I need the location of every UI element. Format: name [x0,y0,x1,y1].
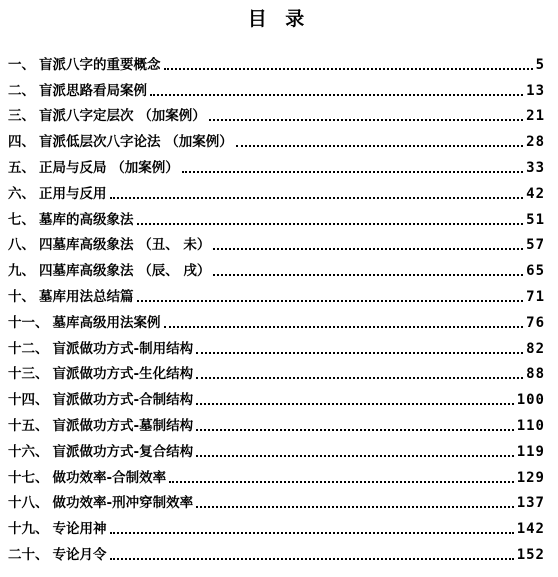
toc-entry-page: 42 [526,185,545,202]
toc-dot-leader [196,505,514,508]
toc-entry-title: 四墓库高级象法 （辰、 戌） [39,263,211,280]
toc-dot-leader [110,531,514,534]
toc-entry-number: 十九、 [8,521,49,538]
toc-entry-number: 十六、 [8,443,49,460]
toc-entry-number: 二十、 [8,546,49,563]
toc-entry-11[interactable] [8,306,545,332]
toc-entry-number: 七、 [8,211,35,228]
toc-entry-2[interactable] [8,74,545,100]
toc-entry-number: 四、 [8,134,35,151]
toc-entry-number: 十七、 [8,469,49,486]
toc-dot-leader [169,480,514,483]
toc-entry-title: 盲派做功方式-墓制结构 [52,417,194,434]
page-title: 目 录 [247,8,311,30]
toc-entry-title: 墓库高级用法案例 [52,314,161,331]
toc-entry-number: 十八、 [8,495,49,512]
toc-entry-title: 正局与反局 （加案例） [39,159,179,176]
toc-entry-page: 57 [526,237,545,254]
toc-dot-leader [196,351,523,354]
toc-entry-title: 盲派做功方式-复合结构 [52,443,194,460]
toc-entry-number: 八、 [8,237,35,254]
toc-entry-14[interactable] [8,383,545,409]
toc-entry-page: 142 [516,521,545,538]
toc-entry-9[interactable] [8,254,545,280]
toc-entry-page: 65 [526,263,545,280]
toc-entry-title: 专论用神 [52,521,107,538]
toc-entry-number: 十一、 [8,314,49,331]
toc-entry-title: 墓库用法总结篇 [39,288,134,305]
toc-entry-page: 71 [526,288,545,305]
toc-dot-leader [196,376,523,379]
toc-dot-leader [137,222,524,225]
toc-entry-title: 做功效率-合制效率 [52,469,167,486]
toc-entry-title: 专论月令 [52,546,107,563]
toc-entry-title: 做功效率-刑冲穿制效率 [52,495,194,512]
toc-entry-page: 110 [516,417,545,434]
toc-entry-number: 九、 [8,263,35,280]
toc-entry-number: 十五、 [8,417,49,434]
toc-dot-leader [137,299,524,302]
toc-entry-number: 一、 [8,56,35,73]
toc-entry-number: 二、 [8,82,35,99]
toc-entry-page: 100 [516,392,545,409]
toc-entry-title: 盲派做功方式-合制结构 [52,392,194,409]
toc-dot-leader [150,93,523,96]
toc-entry-page: 51 [526,211,545,228]
toc-entry-number: 三、 [8,108,35,125]
toc-dot-leader [213,273,523,276]
toc-entry-title: 墓库的高级象法 [39,211,134,228]
toc-entry-page: 152 [516,546,545,563]
toc-entry-title: 盲派低层次八字论法 （加案例） [39,134,233,151]
toc-entry-number: 六、 [8,185,35,202]
toc-entry-number: 十三、 [8,366,49,383]
toc-dot-leader [110,196,524,199]
toc-entry-title: 盲派八字的重要概念 [39,56,161,73]
toc-entry-title: 盲派做功方式-生化结构 [52,366,194,383]
toc-entry-number: 十、 [8,288,35,305]
toc-entry-page: 119 [516,443,545,460]
toc-entry-18[interactable] [8,487,545,513]
toc-entry-page: 21 [526,108,545,125]
toc-entry-page: 82 [526,340,545,357]
toc-entry-page: 88 [526,366,545,383]
toc-dot-leader [213,247,523,250]
toc-entry-5[interactable] [8,151,545,177]
toc-dot-leader [196,428,514,431]
toc-entry-page: 28 [526,134,545,151]
toc-entry-page: 76 [526,314,545,331]
toc-entry-17[interactable] [8,461,545,487]
toc-entry-page: 13 [526,82,545,99]
toc-entry-number: 五、 [8,159,35,176]
toc-entry-1[interactable] [8,48,545,74]
toc-entry-page: 33 [526,159,545,176]
toc-entry-15[interactable] [8,409,545,435]
toc-dot-leader [236,144,523,147]
toc-entry-title: 盲派做功方式-制用结构 [52,340,194,357]
toc-entry-page: 129 [516,469,545,486]
toc-entry-16[interactable] [8,435,545,461]
toc-dot-leader [182,170,523,173]
toc-entry-title: 四墓库高级象法 （丑、 未） [39,237,211,254]
toc-entry-6[interactable] [8,177,545,203]
toc-dot-leader [164,67,533,70]
toc-entry-title: 盲派八字定层次 （加案例） [39,108,206,125]
toc-list [8,48,545,564]
toc-entry-number: 十四、 [8,392,49,409]
toc-entry-page: 137 [516,495,545,512]
toc-entry-7[interactable] [8,203,545,229]
toc-dot-leader [164,325,524,328]
toc-entry-8[interactable] [8,229,545,255]
toc-dot-leader [110,557,514,560]
toc-entry-12[interactable] [8,332,545,358]
toc-entry-3[interactable] [8,100,545,126]
toc-entry-page: 5 [535,56,545,73]
toc-dot-leader [196,402,514,405]
toc-dot-leader [196,454,514,457]
toc-entry-13[interactable] [8,358,545,384]
toc-entry-4[interactable] [8,125,545,151]
toc-entry-number: 十二、 [8,340,49,357]
toc-entry-19[interactable] [8,512,545,538]
toc-entry-20[interactable] [8,538,545,564]
toc-entry-10[interactable] [8,280,545,306]
toc-entry-title: 盲派思路看局案例 [39,82,147,99]
toc-entry-title: 正用与反用 [39,185,107,202]
toc-dot-leader [209,118,523,121]
